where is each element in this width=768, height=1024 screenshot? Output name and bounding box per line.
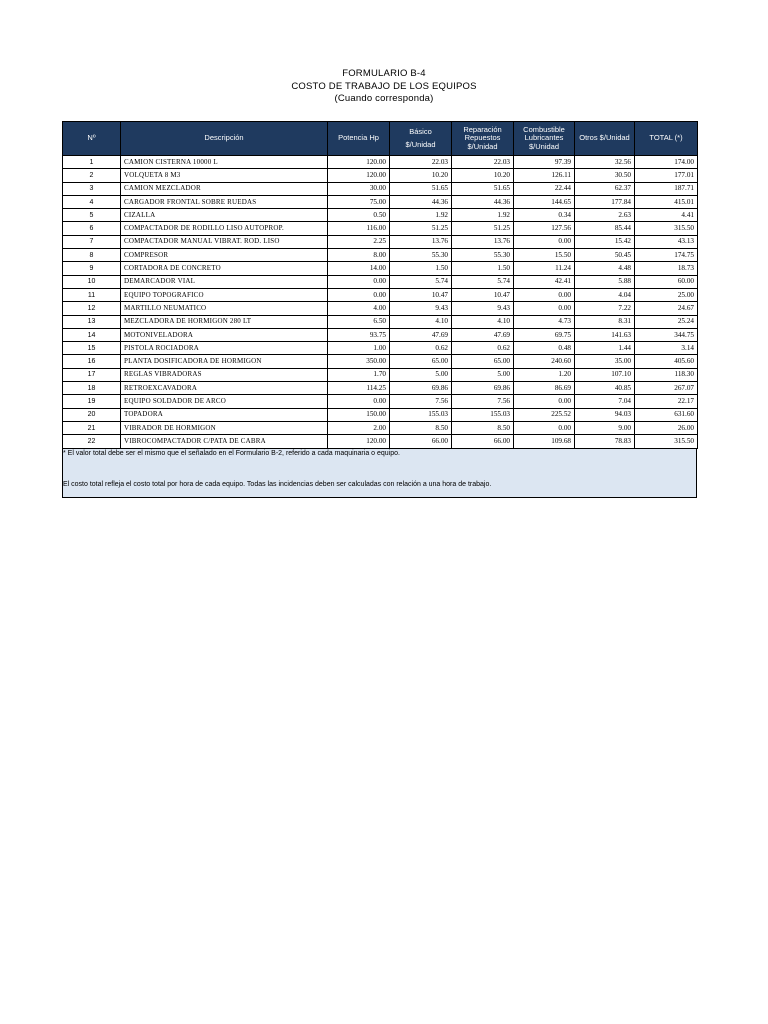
cell-total: 118.30 xyxy=(635,368,698,381)
table-row xyxy=(63,209,698,222)
header-basico: Básico $/Unidad xyxy=(390,122,452,156)
cell-otros: 8.31 xyxy=(575,315,635,328)
cell-n: 5 xyxy=(63,209,121,222)
cell-otros: 85.44 xyxy=(575,222,635,235)
table-row xyxy=(63,288,698,301)
cell-descripcion: PISTOLA ROCIADORA xyxy=(121,342,328,355)
cell-reparacion: 51.25 xyxy=(452,222,514,235)
cell-descripcion: MEZCLADORA DE HORMIGON 280 LT xyxy=(121,315,328,328)
cell-potencia: 2.00 xyxy=(328,421,390,434)
cell-otros: 50.45 xyxy=(575,249,635,262)
cell-potencia: 0.50 xyxy=(328,209,390,222)
cell-potencia: 0.00 xyxy=(328,275,390,288)
form-main-title: COSTO DE TRABAJO DE LOS EQUIPOS xyxy=(291,80,477,92)
cell-descripcion: TOPADORA xyxy=(121,408,328,421)
cell-otros: 4.04 xyxy=(575,288,635,301)
cell-n: 7 xyxy=(63,235,121,248)
cell-n: 4 xyxy=(63,195,121,208)
cell-combustible: 126.11 xyxy=(514,169,575,182)
cell-otros: 1.44 xyxy=(575,342,635,355)
cell-reparacion: 13.76 xyxy=(452,235,514,248)
cell-potencia: 1.00 xyxy=(328,342,390,355)
table-row xyxy=(63,275,698,288)
cell-descripcion: CORTADORA DE CONCRETO xyxy=(121,262,328,275)
cell-reparacion: 65.00 xyxy=(452,355,514,368)
cell-potencia: 4.00 xyxy=(328,302,390,315)
cell-descripcion: CAMION CISTERNA 10000 L xyxy=(121,156,328,169)
cell-otros: 9.00 xyxy=(575,421,635,434)
header-total: TOTAL (*) xyxy=(635,122,698,156)
cell-reparacion: 5.74 xyxy=(452,275,514,288)
cell-otros: 30.50 xyxy=(575,169,635,182)
cell-combustible: 0.00 xyxy=(514,235,575,248)
cell-basico: 9.43 xyxy=(390,302,452,315)
table-row xyxy=(63,302,698,315)
cell-combustible: 42.41 xyxy=(514,275,575,288)
cell-potencia: 120.00 xyxy=(328,435,390,448)
table-row xyxy=(63,408,698,421)
cell-n: 15 xyxy=(63,342,121,355)
cell-basico: 51.25 xyxy=(390,222,452,235)
cell-reparacion: 69.86 xyxy=(452,382,514,395)
cost-table-container xyxy=(62,121,697,498)
cell-total: 415.01 xyxy=(635,195,698,208)
table-row xyxy=(63,421,698,434)
table-row xyxy=(63,262,698,275)
cell-basico: 8.50 xyxy=(390,421,452,434)
cell-n: 11 xyxy=(63,288,121,301)
cell-total: 315.50 xyxy=(635,435,698,448)
cell-n: 6 xyxy=(63,222,121,235)
cell-reparacion: 10.47 xyxy=(452,288,514,301)
cell-descripcion: VOLQUETA 8 M3 xyxy=(121,169,328,182)
cell-basico: 65.00 xyxy=(390,355,452,368)
cell-basico: 10.47 xyxy=(390,288,452,301)
form-title-block xyxy=(0,68,768,106)
cell-otros: 40.85 xyxy=(575,382,635,395)
table-row xyxy=(63,249,698,262)
table-header-row xyxy=(63,122,698,156)
cell-otros: 5.88 xyxy=(575,275,635,288)
cell-reparacion: 0.62 xyxy=(452,342,514,355)
cell-total: 22.17 xyxy=(635,395,698,408)
cell-n: 8 xyxy=(63,249,121,262)
cell-descripcion: VIBRADOR DE HORMIGON xyxy=(121,421,328,434)
cell-total: 177.01 xyxy=(635,169,698,182)
cell-potencia: 8.00 xyxy=(328,249,390,262)
cell-reparacion: 1.92 xyxy=(452,209,514,222)
cell-basico: 10.20 xyxy=(390,169,452,182)
cell-potencia: 75.00 xyxy=(328,195,390,208)
cell-potencia: 14.00 xyxy=(328,262,390,275)
cell-combustible: 240.60 xyxy=(514,355,575,368)
cell-descripcion: DEMARCADOR VIAL xyxy=(121,275,328,288)
cell-otros: 35.00 xyxy=(575,355,635,368)
table-row xyxy=(63,235,698,248)
cell-total: 267.07 xyxy=(635,382,698,395)
cell-n: 19 xyxy=(63,395,121,408)
header-combustible: Combustible Lubricantes $/Unidad xyxy=(514,122,575,156)
cell-total: 174.75 xyxy=(635,249,698,262)
cell-otros: 141.63 xyxy=(575,328,635,341)
table-row xyxy=(63,222,698,235)
table-row xyxy=(63,156,698,169)
table-row xyxy=(63,169,698,182)
cell-descripcion: RETROEXCAVADORA xyxy=(121,382,328,395)
cell-otros: 7.22 xyxy=(575,302,635,315)
cell-basico: 44.36 xyxy=(390,195,452,208)
cell-descripcion: COMPACTADOR DE RODILLO LISO AUTOPROP. xyxy=(121,222,328,235)
cell-reparacion: 47.69 xyxy=(452,328,514,341)
cell-reparacion: 1.50 xyxy=(452,262,514,275)
cell-descripcion: MOTONIVELADORA xyxy=(121,328,328,341)
cell-basico: 4.10 xyxy=(390,315,452,328)
form-code-title: FORMULARIO B-4 xyxy=(342,68,426,79)
cell-combustible: 225.52 xyxy=(514,408,575,421)
cell-combustible: 0.00 xyxy=(514,421,575,434)
cell-basico: 13.76 xyxy=(390,235,452,248)
table-row xyxy=(63,315,698,328)
cell-total: 174.00 xyxy=(635,156,698,169)
cell-total: 25.24 xyxy=(635,315,698,328)
notes-box xyxy=(62,449,697,498)
cell-n: 21 xyxy=(63,421,121,434)
cell-n: 10 xyxy=(63,275,121,288)
cell-reparacion: 10.20 xyxy=(452,169,514,182)
table-row xyxy=(63,382,698,395)
cell-potencia: 93.75 xyxy=(328,328,390,341)
note-total-reference: * El valor total debe ser el mismo que el señalado en el Formulario B-2, referido a cada maquinaria o equipo. xyxy=(63,449,400,457)
cell-combustible: 11.24 xyxy=(514,262,575,275)
cell-combustible: 0.00 xyxy=(514,288,575,301)
cell-n: 9 xyxy=(63,262,121,275)
cell-descripcion: PLANTA DOSIFICADORA DE HORMIGON xyxy=(121,355,328,368)
cell-potencia: 0.00 xyxy=(328,288,390,301)
cell-potencia: 120.00 xyxy=(328,169,390,182)
cell-n: 22 xyxy=(63,435,121,448)
table-row xyxy=(63,342,698,355)
cell-reparacion: 8.50 xyxy=(452,421,514,434)
cell-descripcion: COMPACTADOR MANUAL VIBRAT. ROD. LISO xyxy=(121,235,328,248)
cell-potencia: 150.00 xyxy=(328,408,390,421)
cell-potencia: 116.00 xyxy=(328,222,390,235)
cell-basico: 22.03 xyxy=(390,156,452,169)
cell-n: 3 xyxy=(63,182,121,195)
cell-total: 18.73 xyxy=(635,262,698,275)
header-otros: Otros $/Unidad xyxy=(575,122,635,156)
cell-n: 2 xyxy=(63,169,121,182)
cell-basico: 66.00 xyxy=(390,435,452,448)
cell-total: 187.71 xyxy=(635,182,698,195)
cell-combustible: 4.73 xyxy=(514,315,575,328)
cell-reparacion: 22.03 xyxy=(452,156,514,169)
cell-n: 16 xyxy=(63,355,121,368)
cell-reparacion: 4.10 xyxy=(452,315,514,328)
cell-descripcion: CARGADOR FRONTAL SOBRE RUEDAS xyxy=(121,195,328,208)
cell-otros: 107.10 xyxy=(575,368,635,381)
cell-potencia: 120.00 xyxy=(328,156,390,169)
equipment-cost-table xyxy=(62,121,698,449)
cell-reparacion: 44.36 xyxy=(452,195,514,208)
header-reparacion: Reparación Repuestos $/Unidad xyxy=(452,122,514,156)
cell-descripcion: MARTILLO NEUMATICO xyxy=(121,302,328,315)
cell-otros: 78.83 xyxy=(575,435,635,448)
cell-combustible: 15.50 xyxy=(514,249,575,262)
cell-otros: 32.56 xyxy=(575,156,635,169)
cell-total: 25.00 xyxy=(635,288,698,301)
table-row xyxy=(63,182,698,195)
cell-combustible: 0.00 xyxy=(514,395,575,408)
cell-reparacion: 5.00 xyxy=(452,368,514,381)
table-row xyxy=(63,435,698,448)
cell-combustible: 97.39 xyxy=(514,156,575,169)
header-n: Nº xyxy=(63,122,121,156)
cell-n: 14 xyxy=(63,328,121,341)
cell-total: 43.13 xyxy=(635,235,698,248)
cell-combustible: 22.44 xyxy=(514,182,575,195)
cell-reparacion: 155.03 xyxy=(452,408,514,421)
cell-n: 13 xyxy=(63,315,121,328)
table-row xyxy=(63,368,698,381)
cell-potencia: 1.70 xyxy=(328,368,390,381)
table-row xyxy=(63,355,698,368)
cell-otros: 62.37 xyxy=(575,182,635,195)
cell-combustible: 0.34 xyxy=(514,209,575,222)
cell-basico: 1.50 xyxy=(390,262,452,275)
cell-basico: 5.00 xyxy=(390,368,452,381)
cell-n: 20 xyxy=(63,408,121,421)
cell-reparacion: 51.65 xyxy=(452,182,514,195)
table-row xyxy=(63,395,698,408)
cell-combustible: 144.65 xyxy=(514,195,575,208)
cell-descripcion: REGLAS VIBRADORAS xyxy=(121,368,328,381)
cell-otros: 177.84 xyxy=(575,195,635,208)
cell-basico: 155.03 xyxy=(390,408,452,421)
cell-combustible: 0.48 xyxy=(514,342,575,355)
cell-basico: 55.30 xyxy=(390,249,452,262)
cell-otros: 15.42 xyxy=(575,235,635,248)
cell-otros: 7.04 xyxy=(575,395,635,408)
cell-descripcion: EQUIPO SOLDADOR DE ARCO xyxy=(121,395,328,408)
cell-basico: 51.65 xyxy=(390,182,452,195)
cell-potencia: 2.25 xyxy=(328,235,390,248)
cell-total: 344.75 xyxy=(635,328,698,341)
cell-n: 1 xyxy=(63,156,121,169)
cell-combustible: 69.75 xyxy=(514,328,575,341)
note-cost-per-hour: El costo total refleja el costo total por hora de cada equipo. Todas las incidencias deben ser calculadas con relación a una hora de trabajo. xyxy=(63,480,492,488)
cell-total: 24.67 xyxy=(635,302,698,315)
cell-total: 315.50 xyxy=(635,222,698,235)
cell-potencia: 30.00 xyxy=(328,182,390,195)
cell-descripcion: COMPRESOR xyxy=(121,249,328,262)
cell-basico: 5.74 xyxy=(390,275,452,288)
cell-combustible: 127.56 xyxy=(514,222,575,235)
cell-potencia: 6.50 xyxy=(328,315,390,328)
cell-basico: 7.56 xyxy=(390,395,452,408)
cell-reparacion: 9.43 xyxy=(452,302,514,315)
cell-otros: 4.48 xyxy=(575,262,635,275)
cell-descripcion: VIBROCOMPACTADOR C/PATA DE CABRA xyxy=(121,435,328,448)
cell-total: 4.41 xyxy=(635,209,698,222)
cell-reparacion: 7.56 xyxy=(452,395,514,408)
cell-n: 18 xyxy=(63,382,121,395)
header-potencia: Potencia Hp xyxy=(328,122,390,156)
cell-basico: 47.69 xyxy=(390,328,452,341)
cell-total: 631.60 xyxy=(635,408,698,421)
cell-reparacion: 55.30 xyxy=(452,249,514,262)
cell-potencia: 350.00 xyxy=(328,355,390,368)
cell-combustible: 1.20 xyxy=(514,368,575,381)
cell-combustible: 109.68 xyxy=(514,435,575,448)
cell-total: 405.60 xyxy=(635,355,698,368)
cell-total: 3.14 xyxy=(635,342,698,355)
cell-potencia: 0.00 xyxy=(328,395,390,408)
cell-combustible: 86.69 xyxy=(514,382,575,395)
cell-combustible: 0.00 xyxy=(514,302,575,315)
table-row xyxy=(63,195,698,208)
cell-reparacion: 66.00 xyxy=(452,435,514,448)
cell-basico: 69.86 xyxy=(390,382,452,395)
table-row xyxy=(63,328,698,341)
cell-potencia: 114.25 xyxy=(328,382,390,395)
cell-n: 17 xyxy=(63,368,121,381)
cell-otros: 94.03 xyxy=(575,408,635,421)
cell-descripcion: CAMION MEZCLADOR xyxy=(121,182,328,195)
cell-n: 12 xyxy=(63,302,121,315)
cell-basico: 1.92 xyxy=(390,209,452,222)
form-subtitle: (Cuando corresponda) xyxy=(334,93,434,104)
cell-descripcion: EQUIPO TOPOGRAFICO xyxy=(121,288,328,301)
table-body xyxy=(63,156,698,449)
cell-total: 60.00 xyxy=(635,275,698,288)
header-descripcion: Descripción xyxy=(121,122,328,156)
cell-basico: 0.62 xyxy=(390,342,452,355)
cell-otros: 2.63 xyxy=(575,209,635,222)
cell-total: 26.00 xyxy=(635,421,698,434)
cell-descripcion: CIZALLA xyxy=(121,209,328,222)
